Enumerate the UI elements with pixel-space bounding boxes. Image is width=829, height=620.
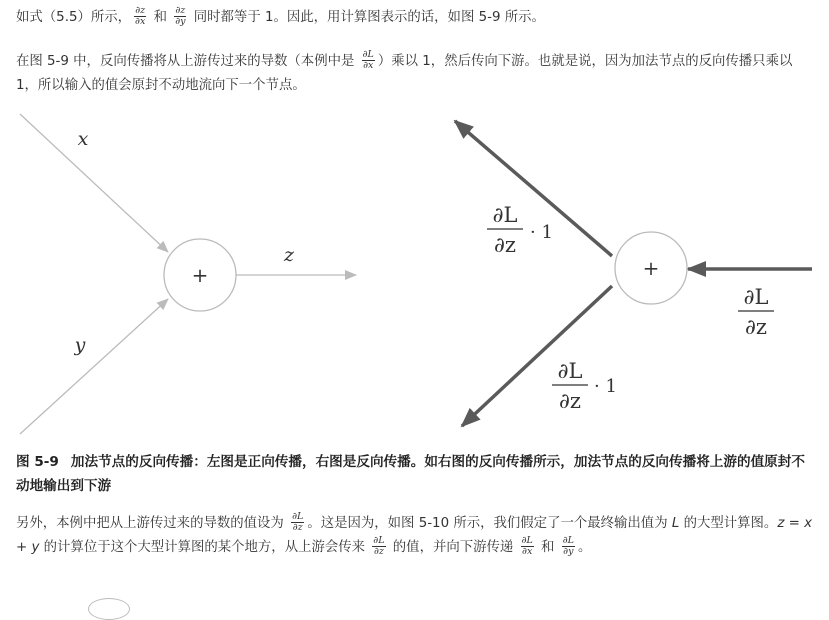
- upstream-numerator: ∂L: [743, 285, 769, 309]
- caption-text: 加法节点的反向传播：左图是正向传播，右图是反向传播。如右图的反向传播所示，加法节点的反向传播将上游的值原封不动地输出到下游: [16, 454, 805, 494]
- figure-5-9-diagram: [0, 108, 829, 438]
- fraction-dz-dy: [174, 6, 186, 27]
- upstream-denominator: ∂z: [745, 315, 767, 339]
- forward-pass-graph: [20, 114, 356, 434]
- edge-y-to-add: [20, 299, 168, 434]
- text-segment: 。: [577, 540, 592, 555]
- fraction-denominator: ∂z: [373, 545, 384, 557]
- fraction-numerator: ∂L: [521, 534, 533, 546]
- figure-number: 图 5-9: [16, 454, 59, 470]
- add-node-backward-symbol: +: [642, 256, 660, 280]
- add-node-symbol: +: [191, 263, 209, 287]
- gradient-x-numerator: ∂L: [492, 203, 518, 227]
- text-segment: 和: [149, 10, 172, 25]
- fraction-denominator: ∂x: [363, 59, 374, 71]
- fraction-dL-dz: [291, 512, 304, 533]
- fraction-denominator: ∂y: [563, 545, 574, 557]
- figure-caption: [16, 450, 816, 498]
- text-segment: 如式（5.5）所示，: [16, 10, 132, 25]
- fraction-numerator: ∂z: [135, 4, 146, 16]
- fraction-numerator: ∂L: [292, 510, 304, 522]
- gradient-y-denominator: ∂z: [559, 389, 581, 413]
- text-segment: 的值，并向下游传递: [388, 540, 518, 555]
- fraction-dL-dz: [372, 536, 385, 557]
- text-segment: ）乘以 1，然后传向下游。也就是说，因为加法节点的反向传播只乘以 1，所以输入的值会原封不动地流向下一个节点。: [16, 54, 793, 93]
- fraction-dL-dy: [562, 536, 575, 557]
- fraction-numerator: ∂z: [175, 4, 186, 16]
- gradient-x-denominator: ∂z: [494, 233, 516, 257]
- fraction-denominator: ∂x: [522, 545, 533, 557]
- gradient-y-multiplier: · 1: [594, 376, 617, 397]
- paragraph-1: [16, 6, 816, 30]
- input-x-label: x: [77, 128, 89, 150]
- text-segment: 在图 5-9 中，反向传播将从上游传过来的导数（本例中是: [16, 54, 359, 69]
- gradient-y-label: [552, 359, 617, 413]
- gradient-y-numerator: ∂L: [557, 359, 583, 383]
- gradient-x-multiplier: · 1: [530, 222, 553, 243]
- text-segment: 另外，本例中把从上游传过来的导数的值设为: [16, 516, 289, 531]
- edge-x-to-add: [20, 114, 168, 252]
- fraction-dL-dx: [521, 536, 534, 557]
- fraction-denominator: ∂x: [135, 15, 146, 27]
- text-segment: 同时都等于 1。因此，用计算图表示的话，如图 5-9 所示。: [189, 10, 545, 25]
- fraction-dL-dx: [362, 50, 375, 71]
- equation-z: z = x + y: [16, 516, 813, 555]
- output-z-label: z: [283, 244, 295, 266]
- fraction-dz-dx: [134, 6, 146, 27]
- paragraph-2: [16, 50, 816, 98]
- fraction-denominator: ∂y: [175, 15, 186, 27]
- fraction-numerator: ∂L: [373, 534, 385, 546]
- next-figure-edge: [88, 598, 130, 620]
- upstream-gradient-label: [738, 285, 774, 339]
- gradient-x-label: [487, 203, 553, 257]
- variable-L: L: [671, 516, 680, 531]
- text-segment: 的计算位于这个大型计算图的某个地方，从上游会传来: [39, 540, 370, 555]
- fraction-denominator: ∂z: [292, 521, 303, 533]
- edge-gradient-to-y: [462, 286, 612, 426]
- paragraph-3: [16, 512, 816, 560]
- input-y-label: y: [74, 334, 86, 356]
- backward-pass-graph: [455, 121, 812, 426]
- fraction-numerator: ∂L: [362, 48, 374, 60]
- fraction-numerator: ∂L: [562, 534, 574, 546]
- text-segment: 。这是因为，如图 5-10 所示，我们假定了一个最终输出值为: [307, 516, 672, 531]
- text-segment: 的大型计算图。: [679, 516, 778, 531]
- text-segment: 和: [536, 540, 559, 555]
